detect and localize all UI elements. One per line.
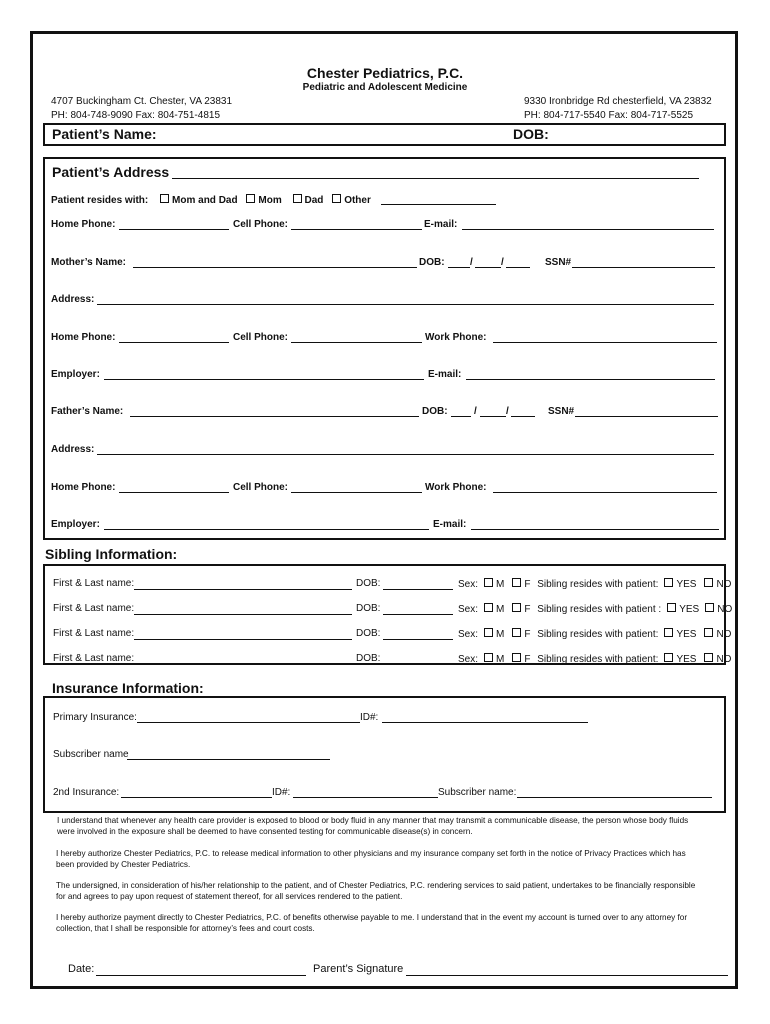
resides-with-label: Patient resides with:: [51, 195, 149, 206]
sibling-4-female-label: F: [524, 654, 531, 665]
mother-home-phone-field[interactable]: [119, 342, 229, 343]
sibling-1-no-label: NO: [716, 579, 732, 590]
resides-with-row: [51, 194, 371, 206]
sibling-3-male-checkbox[interactable]: [484, 628, 493, 637]
sibling-2-male-label: M: [496, 604, 505, 615]
sibling-2-female-checkbox[interactable]: [512, 603, 521, 612]
father-address-label: Address:: [51, 444, 95, 455]
second-id-field[interactable]: [293, 797, 438, 798]
second-insurance-field[interactable]: [121, 797, 272, 798]
father-dob-label: DOB:: [422, 406, 448, 417]
father-cell-phone-label: Cell Phone:: [233, 482, 289, 493]
sibling-1-sex-row: [458, 578, 731, 590]
sibling-4-female-checkbox[interactable]: [512, 653, 521, 662]
sibling-3-sex-label: Sex:: [458, 629, 479, 640]
father-email-field[interactable]: [471, 529, 719, 530]
consent-paragraph-3: [56, 880, 736, 902]
sibling-4-yes-label: YES: [676, 654, 697, 665]
fathers-name-field[interactable]: [130, 416, 419, 417]
sibling-heading: Sibling Information:: [45, 546, 178, 562]
sibling-2-dob-label: DOB:: [356, 603, 381, 614]
patient-cell-phone-field[interactable]: [291, 229, 422, 230]
mom-checkbox[interactable]: [246, 194, 255, 203]
sibling-4-male-label: M: [496, 654, 505, 665]
sibling-4-dob-label: DOB:: [356, 653, 381, 664]
mother-employer-field[interactable]: [104, 379, 424, 380]
sibling-3-yes-checkbox[interactable]: [664, 628, 673, 637]
sibling-2-dob-field[interactable]: [383, 614, 453, 615]
left-office-phone: PH: 804-748-9090 Fax: 804-751-4815: [51, 110, 221, 121]
consent-p1-line1: I understand that whenever any health care provider is exposed to blood or body fluid in any manner that may transmit a communicable disease, the person whose body fluids: [57, 816, 689, 825]
mother-dob-day[interactable]: [475, 267, 501, 268]
patient-home-phone-field[interactable]: [119, 229, 229, 230]
consent-p2-line2: been provided by Chester Pediatrics.: [56, 860, 191, 869]
sibling-2-resides-label: Sibling resides with patient :: [537, 604, 662, 615]
mother-dob-label: DOB:: [419, 257, 445, 268]
sibling-1-female-label: F: [524, 579, 531, 590]
sibling-2-no-checkbox[interactable]: [705, 603, 714, 612]
mother-ssn-field[interactable]: [572, 267, 715, 268]
sibling-1-female-checkbox[interactable]: [512, 578, 521, 587]
father-address-field[interactable]: [97, 454, 714, 455]
primary-id-field[interactable]: [382, 722, 588, 723]
patient-address-label: Patient’s Address: [52, 164, 170, 180]
mother-work-phone-label: Work Phone:: [425, 332, 487, 343]
patient-email-field[interactable]: [462, 229, 714, 230]
other-specify-field[interactable]: [381, 204, 496, 205]
sibling-1-name-field[interactable]: [134, 589, 352, 590]
right-office-phone: PH: 804-717-5540 Fax: 804-717-5525: [524, 110, 694, 121]
subscriber-name-field[interactable]: [127, 759, 330, 760]
sibling-1-dob-label: DOB:: [356, 578, 381, 589]
fathers-name-label: Father’s Name:: [51, 406, 124, 417]
father-dob-month[interactable]: [451, 416, 471, 417]
patient-home-phone-label: Home Phone:: [51, 219, 116, 230]
sibling-3-dob-label: DOB:: [356, 628, 381, 639]
sibling-2-no-label: NO: [717, 604, 733, 615]
sibling-1-name-label: First & Last name:: [53, 578, 135, 589]
sibling-2-sex-row: [458, 603, 732, 615]
mother-ssn-label: SSN#: [545, 257, 572, 268]
mother-address-field[interactable]: [97, 304, 714, 305]
mothers-name-label: Mother’s Name:: [51, 257, 127, 268]
consent-paragraph-4: [56, 912, 736, 934]
sibling-4-resides-label: Sibling resides with patient:: [537, 654, 659, 665]
consent-p2-line1: I hereby authorize Chester Pediatrics, P.C. to release medical information to other physicians and my insurance company set forth in the notice of Privacy Practices which has: [56, 849, 686, 858]
date-label: Date:: [68, 963, 95, 975]
mother-email-label: E-mail:: [428, 369, 462, 380]
patient-name-field[interactable]: [170, 125, 490, 143]
sibling-4-dob-field[interactable]: [383, 664, 453, 665]
sibling-3-male-label: M: [496, 629, 505, 640]
sibling-4-yes-checkbox[interactable]: [664, 653, 673, 662]
sibling-3-dob-field[interactable]: [383, 639, 453, 640]
sibling-3-no-checkbox[interactable]: [704, 628, 713, 637]
primary-insurance-field[interactable]: [137, 722, 360, 723]
mother-home-phone-label: Home Phone:: [51, 332, 116, 343]
father-ssn-label: SSN#: [548, 406, 575, 417]
patient-dob-field[interactable]: [555, 125, 720, 143]
sibling-2-sex-label: Sex:: [458, 604, 479, 615]
sibling-3-sex-row: [458, 628, 731, 640]
sibling-2-yes-label: YES: [679, 604, 700, 615]
mother-work-phone-field[interactable]: [493, 342, 717, 343]
parent-signature-label: Parent’s Signature: [313, 963, 404, 975]
dad-checkbox[interactable]: [293, 194, 302, 203]
father-employer-field[interactable]: [104, 529, 429, 530]
sibling-4-no-label: NO: [716, 654, 732, 665]
sibling-2-yes-checkbox[interactable]: [667, 603, 676, 612]
sibling-1-male-checkbox[interactable]: [484, 578, 493, 587]
sibling-4-sex-label: Sex:: [458, 654, 479, 665]
sibling-1-dob-field[interactable]: [383, 589, 453, 590]
consent-paragraph-1: [57, 815, 737, 837]
sibling-3-yes-label: YES: [676, 629, 697, 640]
sibling-3-name-field[interactable]: [134, 639, 352, 640]
patient-address-field[interactable]: [172, 178, 699, 179]
father-dob-year[interactable]: [511, 416, 535, 417]
sibling-4-name-field[interactable]: [134, 664, 352, 665]
dad-option: Dad: [304, 195, 324, 206]
mother-address-label: Address:: [51, 294, 95, 305]
father-cell-phone-field[interactable]: [291, 492, 422, 493]
patient-name-label: Patient’s Name:: [52, 126, 157, 142]
other-checkbox[interactable]: [332, 194, 341, 203]
insurance-heading: Insurance Information:: [52, 680, 204, 696]
mother-email-field[interactable]: [466, 379, 715, 380]
sibling-2-female-label: F: [524, 604, 531, 615]
sibling-4-male-checkbox[interactable]: [484, 653, 493, 662]
left-office-address: 4707 Buckingham Ct. Chester, VA 23831: [51, 96, 233, 107]
parent-signature-field[interactable]: [406, 975, 728, 976]
mother-employer-label: Employer:: [51, 369, 100, 380]
consent-p4-line1: I hereby authorize payment directly to Chester Pediatrics, P.C. of benefits otherwise payable to me. I understand that in the event my account is turned over to any attorney for: [56, 913, 688, 922]
sibling-1-yes-checkbox[interactable]: [664, 578, 673, 587]
consent-p1-line2: were involved in the exposure shall be deemed to have consented testing for communicable disease(s) in concern.: [57, 827, 473, 836]
patient-cell-phone-label: Cell Phone:: [233, 219, 289, 230]
primary-id-label: ID#:: [360, 712, 379, 723]
sibling-2-name-label: First & Last name:: [53, 603, 135, 614]
father-home-phone-label: Home Phone:: [51, 482, 116, 493]
father-email-label: E-mail:: [433, 519, 467, 530]
date-field[interactable]: [96, 975, 306, 976]
practice-subtitle: Pediatric and Adolescent Medicine: [302, 82, 468, 93]
family-info-box: [43, 157, 726, 540]
subscriber-name-label: Subscriber name: [53, 749, 129, 760]
practice-title: Chester Pediatrics, P.C.: [306, 65, 464, 81]
mother-cell-phone-field[interactable]: [291, 342, 422, 343]
consent-p3-line1: The undersigned, in consideration of his/her relationship to the patient, and of Chester Pediatrics, P.C. rendering services to said patient, undertakes to be financially responsible: [56, 881, 696, 890]
father-home-phone-field[interactable]: [119, 492, 229, 493]
sibling-1-resides-label: Sibling resides with patient:: [537, 579, 659, 590]
mother-cell-phone-label: Cell Phone:: [233, 332, 289, 343]
sibling-1-sex-label: Sex:: [458, 579, 479, 590]
consent-p4-line2: collection, that I shall be responsible for attorney’s fees and court costs.: [56, 924, 315, 933]
sibling-3-resides-label: Sibling resides with patient:: [537, 629, 659, 640]
insurance-box: [43, 696, 726, 813]
right-office-info: [524, 95, 712, 123]
second-subscriber-field[interactable]: [517, 797, 712, 798]
right-office-address: 9330 Ironbridge Rd chesterfield, VA 23832: [524, 96, 712, 107]
father-work-phone-label: Work Phone:: [425, 482, 487, 493]
second-insurance-label: 2nd Insurance:: [53, 787, 120, 798]
sibling-3-female-label: F: [524, 629, 531, 640]
sibling-2-name-field[interactable]: [134, 614, 352, 615]
consent-paragraph-2: [56, 848, 736, 870]
father-dob-day[interactable]: [480, 416, 506, 417]
primary-insurance-label: Primary Insurance:: [53, 712, 137, 723]
sibling-3-no-label: NO: [716, 629, 732, 640]
sibling-4-no-checkbox[interactable]: [704, 653, 713, 662]
sibling-3-name-label: First & Last name:: [53, 628, 135, 639]
sibling-4-name-label: First & Last name:: [53, 653, 135, 664]
second-subscriber-label: Subscriber name:: [438, 787, 517, 798]
second-id-label: ID#:: [272, 787, 291, 798]
sibling-2-male-checkbox[interactable]: [484, 603, 493, 612]
patient-dob-label: DOB:: [513, 126, 549, 142]
sibling-1-yes-label: YES: [676, 579, 697, 590]
patient-email-label: E-mail:: [424, 219, 458, 230]
sibling-4-sex-row: [458, 653, 731, 665]
mother-dob-year[interactable]: [506, 267, 530, 268]
other-option: Other: [344, 195, 371, 206]
father-ssn-field[interactable]: [575, 416, 718, 417]
sibling-1-no-checkbox[interactable]: [704, 578, 713, 587]
left-office-info: [51, 95, 232, 123]
father-work-phone-field[interactable]: [493, 492, 717, 493]
father-employer-label: Employer:: [51, 519, 100, 530]
sibling-3-female-checkbox[interactable]: [512, 628, 521, 637]
mom-and-dad-option: Mom and Dad: [172, 195, 238, 206]
consent-p3-line2: for and agrees to pay upon request of statement thereof, for all services rendered to the patient.: [56, 892, 403, 901]
mother-dob-month[interactable]: [448, 267, 470, 268]
sibling-1-male-label: M: [496, 579, 505, 590]
mothers-name-field[interactable]: [133, 267, 417, 268]
mom-option: Mom: [258, 195, 282, 206]
mom-and-dad-checkbox[interactable]: [160, 194, 169, 203]
